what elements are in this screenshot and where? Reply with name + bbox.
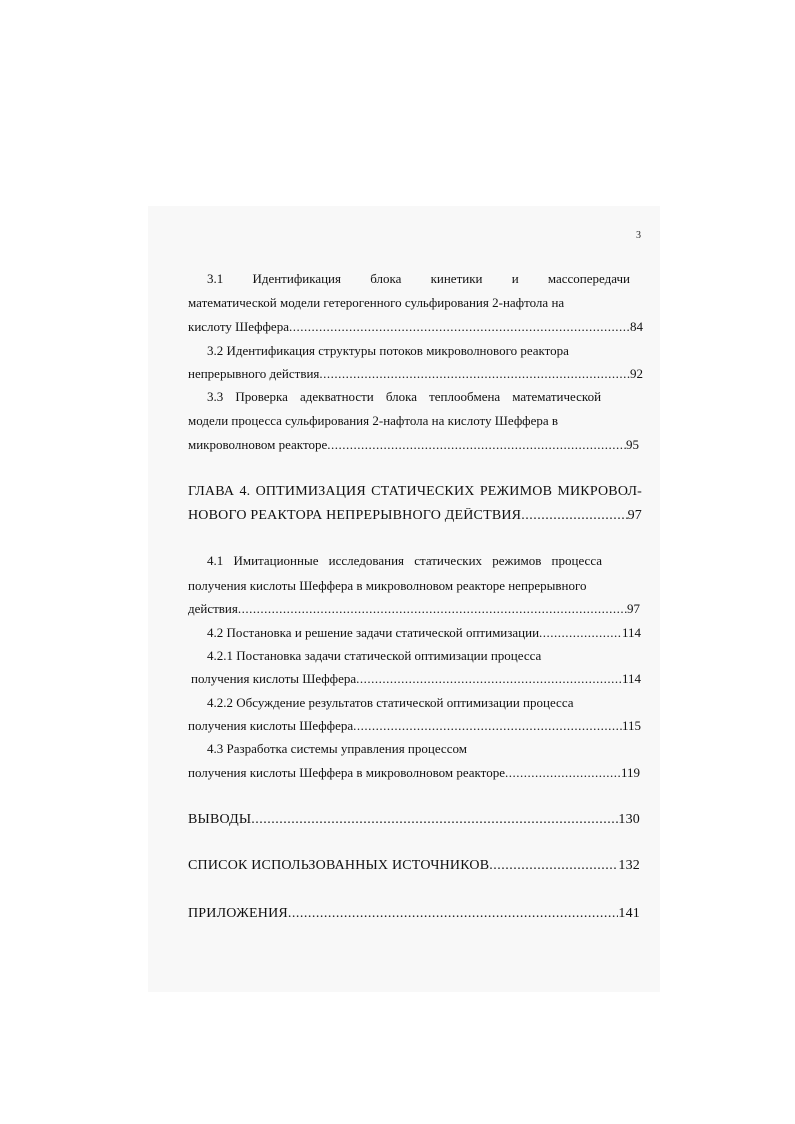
toc-4-1-line2: получения кислоты Шеффера в микроволновом реакторе непрерывного bbox=[188, 578, 587, 593]
word: СТАТИЧЕСКИХ bbox=[371, 484, 475, 499]
toc-entry-4-2-2[interactable] bbox=[188, 718, 641, 734]
appendices-title: ПРИЛОЖЕНИЯ bbox=[188, 906, 288, 921]
toc-3-2-line2: непрерывного действия bbox=[188, 366, 320, 381]
word: массопередачи bbox=[547, 271, 630, 286]
dot-leader bbox=[489, 858, 618, 874]
page-number: 3 bbox=[636, 230, 641, 241]
word: МИКРОВОЛ- bbox=[557, 484, 643, 499]
word: и bbox=[511, 271, 519, 286]
word: 3.3 bbox=[207, 389, 224, 404]
toc-entry-4-3[interactable] bbox=[188, 765, 640, 781]
toc-entry-4-2[interactable] bbox=[207, 625, 641, 641]
dot-leader bbox=[289, 319, 630, 335]
word: блока bbox=[370, 271, 402, 286]
toc-4-1-page: 97 bbox=[627, 601, 640, 616]
toc-4-2-1-page: 114 bbox=[621, 671, 641, 686]
toc-3-3-line1 bbox=[207, 389, 601, 405]
references-page: 132 bbox=[618, 858, 640, 873]
toc-4-1-line1 bbox=[207, 553, 602, 569]
word: ГЛАВА bbox=[188, 484, 235, 499]
dot-leader bbox=[505, 765, 621, 781]
word: 4.1 bbox=[207, 553, 224, 568]
toc-3-3-line2: модели процесса сульфирования 2-нафтола на кислоту Шеффера в bbox=[188, 413, 559, 428]
word: ОПТИМИЗАЦИЯ bbox=[255, 484, 366, 499]
toc-entry-4-2-1[interactable] bbox=[191, 671, 641, 687]
word: режимов bbox=[492, 553, 542, 568]
dot-leader bbox=[238, 601, 627, 617]
toc-entry-3-3[interactable] bbox=[188, 437, 639, 453]
word: процесса bbox=[551, 553, 603, 568]
toc-4-2-title: 4.2 Постановка и решение задачи статической оптимизации bbox=[207, 625, 540, 640]
dot-leader bbox=[353, 718, 622, 734]
dot-leader bbox=[251, 812, 618, 828]
word: РЕЖИМОВ bbox=[479, 484, 553, 499]
toc-entry-3-2[interactable] bbox=[188, 366, 643, 382]
toc-3-1-line3: кислоту Шеффера bbox=[188, 319, 289, 334]
toc-3-1-line1 bbox=[207, 271, 630, 287]
toc-entry-4-1[interactable] bbox=[188, 601, 640, 617]
toc-4-3-page: 119 bbox=[620, 765, 640, 780]
conclusions-page: 130 bbox=[618, 812, 640, 827]
word: Имитационные bbox=[233, 553, 319, 568]
word: адекватности bbox=[300, 389, 374, 404]
chapter-4-line1 bbox=[188, 484, 642, 500]
toc-3-3-page: 95 bbox=[626, 437, 639, 452]
chapter-4-page: 97 bbox=[627, 508, 642, 523]
word: теплообмена bbox=[429, 389, 501, 404]
dot-leader bbox=[327, 437, 626, 453]
toc-3-1-line2: математической модели гетерогенного сульфирования 2-нафтола на bbox=[188, 295, 565, 310]
word: 3.1 bbox=[207, 271, 224, 286]
toc-3-2-page: 92 bbox=[630, 366, 643, 381]
toc-3-3-line3: микроволновом реакторе bbox=[188, 437, 328, 452]
toc-4-2-2-line2: получения кислоты Шеффера bbox=[188, 718, 354, 733]
word: математической bbox=[512, 389, 602, 404]
toc-entry-conclusions[interactable] bbox=[188, 812, 640, 828]
word: кинетики bbox=[430, 271, 483, 286]
toc-4-2-page: 114 bbox=[621, 625, 641, 640]
toc-4-3-line1: 4.3 Разработка системы управления процессом bbox=[207, 741, 467, 756]
dot-leader bbox=[319, 366, 630, 382]
toc-4-3-line2: получения кислоты Шеффера в микроволновом реакторе bbox=[188, 765, 505, 780]
chapter-4-line2: НОВОГО РЕАКТОРА НЕПРЕРЫВНОГО ДЕЙСТВИЯ bbox=[188, 508, 522, 523]
dot-leader bbox=[288, 906, 618, 922]
word: блока bbox=[385, 389, 418, 404]
word: 4. bbox=[239, 484, 251, 499]
toc-4-1-line3: действия bbox=[188, 601, 238, 616]
conclusions-title: ВЫВОДЫ bbox=[188, 812, 252, 827]
word: Проверка bbox=[235, 389, 288, 404]
dot-leader bbox=[521, 508, 627, 524]
toc-entry-3-1[interactable] bbox=[188, 319, 643, 335]
word: статических bbox=[414, 553, 483, 568]
toc-entry-appendices[interactable] bbox=[188, 906, 640, 922]
toc-3-2-line1: 3.2 Идентификация структуры потоков микроволнового реактора bbox=[207, 343, 569, 358]
chapter-4-entry[interactable] bbox=[188, 508, 642, 524]
toc-4-2-2-line1: 4.2.2 Обсуждение результатов статической оптимизации процесса bbox=[207, 695, 574, 710]
toc-4-2-1-line1: 4.2.1 Постановка задачи статической оптимизации процесса bbox=[207, 648, 542, 663]
appendices-page: 141 bbox=[618, 906, 640, 921]
dot-leader bbox=[356, 671, 622, 687]
toc-4-2-2-page: 115 bbox=[621, 718, 641, 733]
word: исследования bbox=[328, 553, 404, 568]
word: Идентификация bbox=[252, 271, 341, 286]
toc-3-1-page: 84 bbox=[630, 319, 643, 334]
toc-4-2-1-line2: получения кислоты Шеффера bbox=[191, 671, 357, 686]
toc-entry-references[interactable] bbox=[188, 858, 640, 874]
dot-leader bbox=[539, 625, 622, 641]
references-title: СПИСОК ИСПОЛЬЗОВАННЫХ ИСТОЧНИКОВ bbox=[188, 858, 490, 873]
